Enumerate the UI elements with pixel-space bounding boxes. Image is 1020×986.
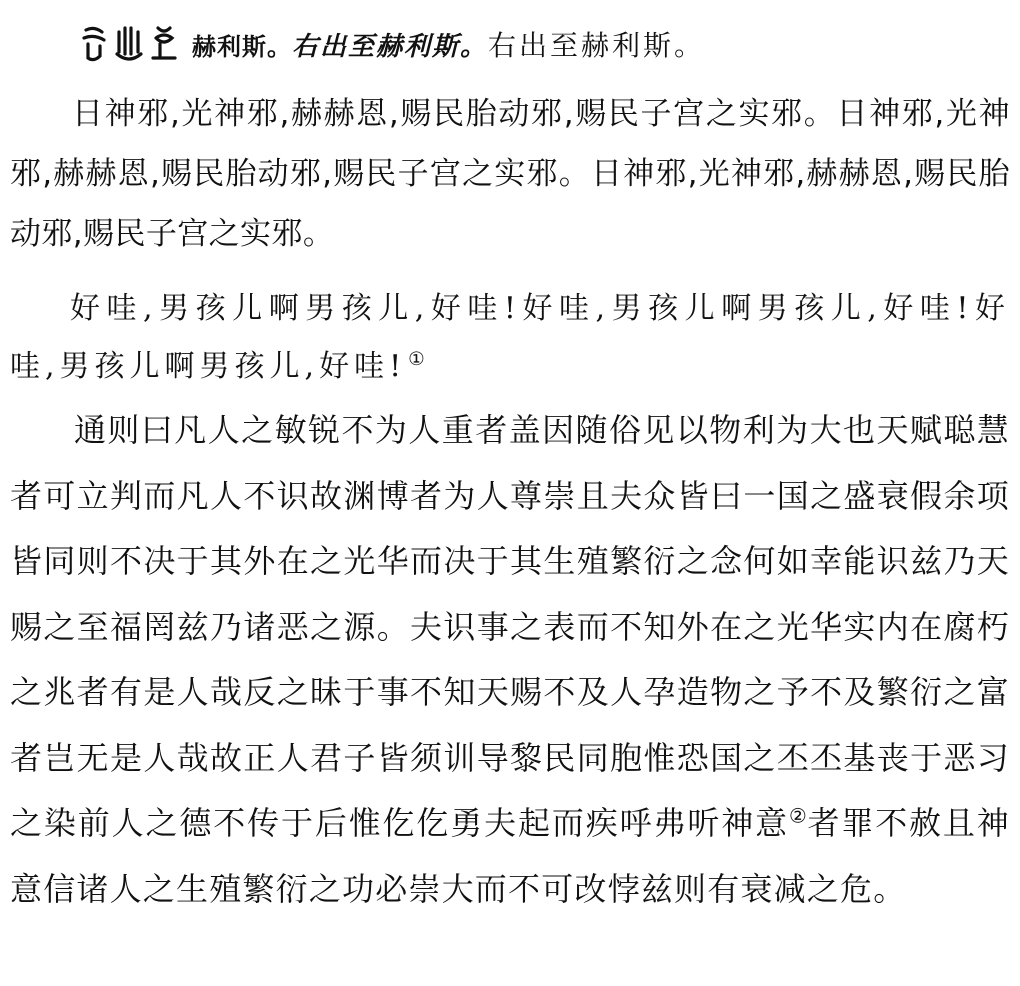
paragraph-3-text-part-2: 者罪不赦且神意信诸人之生殖繁衍之功必崇大而不可改悖兹则有衰减之危。	[10, 804, 1010, 908]
seal-glyph-1-icon	[80, 24, 108, 64]
seal-glyph-2-icon	[114, 24, 144, 64]
seal-glyph-group	[80, 24, 184, 64]
paragraph-3	[10, 398, 1010, 922]
paragraph-1: 日神邪,光神邪,赫赫恩,赐民胎动邪,赐民子宫之实邪。日神邪,光神邪,赫赫恩,赐民胎动邪,赐民子宫之实邪。日神邪,光神邪,赫赫恩,赐民胎动邪,赐民子宫之实邪。	[10, 96, 1010, 252]
heading-bold-text: 赫利斯。	[192, 31, 292, 61]
footnote-marker-1[interactable]: ①	[408, 349, 425, 370]
section-heading	[80, 14, 705, 74]
seal-glyph-3-icon	[150, 24, 178, 64]
footnote-marker-2[interactable]: ②	[789, 804, 808, 828]
paragraph-3-text-part-1: 通则曰凡人之敏锐不为人重者盖因随俗见以物利为大也天赋聪慧者可立判而凡人不识故渊博者为人尊崇且夫众皆曰一国之盛衰假余项皆同则不决于其外在之光华而决于其生殖繁衍之念何如幸能识兹乃天赐之至福罔兹乃诸恶之源。夫识事之表而不知外在之光华实内在腐朽之兆者有是人哉反之昧于事不知天赐不及人孕造物之予不及繁衍之富者岂无是人哉故正人君子皆须训导黎民同胞惟恐国之丕丕基丧于恶习之染前人之德不传于后惟仡仡勇夫起而疾呼弗听神意	[10, 411, 1010, 842]
paragraph-2-text: 好哇,男孩儿啊男孩儿,好哇!好哇,男孩儿啊男孩儿,好哇!好哇,男孩儿啊男孩儿,好哇!	[10, 291, 1010, 384]
heading-bold-italic-text: 右出至赫利斯。	[292, 31, 489, 62]
paragraph-2	[10, 280, 1010, 396]
heading-plain-text: 右出至赫利斯。	[488, 29, 706, 62]
